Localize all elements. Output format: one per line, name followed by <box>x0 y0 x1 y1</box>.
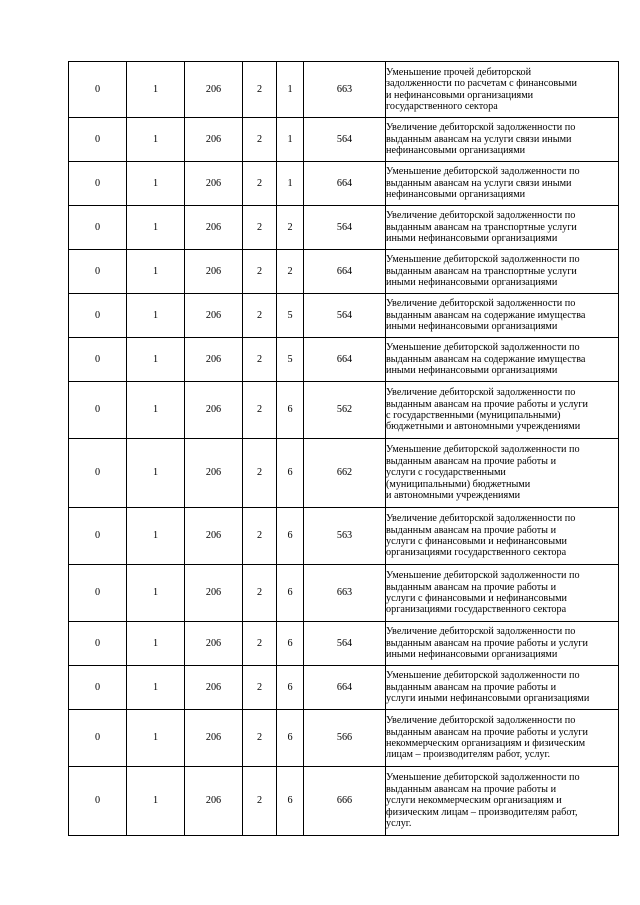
kbk-col-6-cell: 662 <box>304 439 386 508</box>
description-text: Уменьшение прочей дебиторской задолженности по расчетам с финансовыми и нефинансовыми организациями государственного сектора <box>386 66 577 112</box>
kbk-col-6-cell: 663 <box>304 62 386 118</box>
kbk-col-5-cell: 1 <box>277 62 304 118</box>
kbk-col-1-cell: 0 <box>69 118 127 162</box>
kbk-col-4-cell: 2 <box>243 382 277 439</box>
description-cell <box>386 382 619 439</box>
kbk-col-2-cell: 1 <box>127 622 185 666</box>
table-row <box>69 338 619 382</box>
kbk-col-2-cell: 1 <box>127 767 185 836</box>
kbk-col-5-cell: 6 <box>277 439 304 508</box>
kbk-col-4-cell: 2 <box>243 508 277 565</box>
description-cell <box>386 162 619 206</box>
description-text: Увеличение дебиторской задолженности по выданным авансам на прочие работы и услуги некоммерческим организациям и физическим лицам – производителям работ, услуг. <box>386 715 588 761</box>
kbk-col-6-cell: 563 <box>304 508 386 565</box>
kbk-col-3-cell: 206 <box>185 666 243 710</box>
description-cell <box>386 206 619 250</box>
kbk-col-5-cell: 6 <box>277 767 304 836</box>
kbk-col-5-cell: 6 <box>277 382 304 439</box>
kbk-col-6-cell: 564 <box>304 622 386 666</box>
kbk-col-5-cell: 6 <box>277 565 304 622</box>
kbk-col-1-cell: 0 <box>69 162 127 206</box>
description-text: Увеличение дебиторской задолженности по выданным авансам на прочие работы и услуги с финансовыми и нефинансовыми организациями государственного сектора <box>386 513 576 559</box>
kbk-col-6-cell: 664 <box>304 250 386 294</box>
kbk-col-3-cell: 206 <box>185 710 243 767</box>
description-text: Уменьшение дебиторской задолженности по выданным авансам на прочие работы и услуги некоммерческим организациям и физическим лицам – производителям работ, услуг. <box>386 772 580 830</box>
kbk-col-3-cell: 206 <box>185 294 243 338</box>
kbk-col-2-cell: 1 <box>127 382 185 439</box>
table-row <box>69 767 619 836</box>
kbk-col-1-cell: 0 <box>69 338 127 382</box>
table-row <box>69 508 619 565</box>
kbk-col-1-cell: 0 <box>69 382 127 439</box>
kbk-col-3-cell: 206 <box>185 62 243 118</box>
kbk-col-5-cell: 5 <box>277 338 304 382</box>
kbk-col-4-cell: 2 <box>243 439 277 508</box>
kbk-col-5-cell: 2 <box>277 206 304 250</box>
table-row <box>69 666 619 710</box>
kbk-col-3-cell: 206 <box>185 508 243 565</box>
kbk-col-5-cell: 2 <box>277 250 304 294</box>
kbk-col-2-cell: 1 <box>127 710 185 767</box>
table-row <box>69 62 619 118</box>
kbk-col-5-cell: 1 <box>277 162 304 206</box>
table-row <box>69 565 619 622</box>
kbk-col-1-cell: 0 <box>69 666 127 710</box>
kbk-col-6-cell: 664 <box>304 162 386 206</box>
description-cell <box>386 62 619 118</box>
kbk-col-1-cell: 0 <box>69 206 127 250</box>
kbk-col-4-cell: 2 <box>243 250 277 294</box>
kbk-col-5-cell: 6 <box>277 710 304 767</box>
kbk-col-4-cell: 2 <box>243 338 277 382</box>
description-cell <box>386 508 619 565</box>
table-body <box>69 62 619 836</box>
kbk-col-5-cell: 6 <box>277 508 304 565</box>
table-row <box>69 294 619 338</box>
kbk-col-5-cell: 6 <box>277 622 304 666</box>
kbk-col-1-cell: 0 <box>69 508 127 565</box>
description-text: Уменьшение дебиторской задолженности по выданным авансам на прочие работы и услуги с финансовыми и нефинансовыми организациями государственного сектора <box>386 570 580 616</box>
kbk-col-5-cell: 1 <box>277 118 304 162</box>
account-codes-table <box>68 61 619 836</box>
kbk-col-3-cell: 206 <box>185 250 243 294</box>
kbk-col-6-cell: 562 <box>304 382 386 439</box>
description-text: Увеличение дебиторской задолженности по выданным авансам на услуги связи иными нефинансовыми организациями <box>386 122 576 157</box>
kbk-col-2-cell: 1 <box>127 206 185 250</box>
kbk-col-4-cell: 2 <box>243 206 277 250</box>
kbk-col-1-cell: 0 <box>69 439 127 508</box>
kbk-col-6-cell: 664 <box>304 338 386 382</box>
kbk-col-5-cell: 5 <box>277 294 304 338</box>
kbk-col-2-cell: 1 <box>127 62 185 118</box>
kbk-col-2-cell: 1 <box>127 565 185 622</box>
kbk-col-4-cell: 2 <box>243 565 277 622</box>
kbk-col-1-cell: 0 <box>69 62 127 118</box>
table-row <box>69 382 619 439</box>
description-cell <box>386 118 619 162</box>
table-row <box>69 710 619 767</box>
kbk-col-6-cell: 664 <box>304 666 386 710</box>
description-cell <box>386 250 619 294</box>
description-text: Уменьшение дебиторской задолженности по выданным авансам на прочие работы и услуги с государственными (муниципальными) бюджетными и автономными учреждениями <box>386 444 580 502</box>
kbk-col-3-cell: 206 <box>185 162 243 206</box>
kbk-col-1-cell: 0 <box>69 622 127 666</box>
kbk-col-4-cell: 2 <box>243 666 277 710</box>
kbk-col-6-cell: 663 <box>304 565 386 622</box>
kbk-col-2-cell: 1 <box>127 666 185 710</box>
kbk-col-4-cell: 2 <box>243 622 277 666</box>
description-cell <box>386 294 619 338</box>
kbk-col-2-cell: 1 <box>127 508 185 565</box>
kbk-col-1-cell: 0 <box>69 294 127 338</box>
table-row <box>69 162 619 206</box>
kbk-col-6-cell: 564 <box>304 294 386 338</box>
kbk-col-3-cell: 206 <box>185 338 243 382</box>
kbk-col-4-cell: 2 <box>243 118 277 162</box>
table-row <box>69 439 619 508</box>
kbk-col-4-cell: 2 <box>243 767 277 836</box>
table-row <box>69 250 619 294</box>
description-text: Уменьшение дебиторской задолженности по выданным авансам на прочие работы и услуги иными нефинансовыми организациями <box>386 670 590 705</box>
kbk-col-6-cell: 666 <box>304 767 386 836</box>
description-cell <box>386 622 619 666</box>
kbk-col-3-cell: 206 <box>185 565 243 622</box>
kbk-col-4-cell: 2 <box>243 294 277 338</box>
description-cell <box>386 710 619 767</box>
kbk-col-2-cell: 1 <box>127 162 185 206</box>
kbk-col-1-cell: 0 <box>69 767 127 836</box>
kbk-col-4-cell: 2 <box>243 162 277 206</box>
description-cell <box>386 338 619 382</box>
kbk-col-1-cell: 0 <box>69 710 127 767</box>
kbk-col-4-cell: 2 <box>243 710 277 767</box>
kbk-col-1-cell: 0 <box>69 250 127 294</box>
kbk-col-2-cell: 1 <box>127 338 185 382</box>
description-cell <box>386 439 619 508</box>
kbk-col-6-cell: 564 <box>304 206 386 250</box>
kbk-col-3-cell: 206 <box>185 439 243 508</box>
description-text: Увеличение дебиторской задолженности по выданным авансам на транспортные услуги иными нефинансовыми организациями <box>386 210 577 245</box>
description-cell <box>386 767 619 836</box>
description-text: Увеличение дебиторской задолженности по выданным авансам на прочие работы и услуги иными нефинансовыми организациями <box>386 626 588 661</box>
description-cell <box>386 666 619 710</box>
description-text: Уменьшение дебиторской задолженности по выданным авансам на услуги связи иными нефинансовыми организациями <box>386 166 580 201</box>
kbk-col-3-cell: 206 <box>185 622 243 666</box>
description-text: Уменьшение дебиторской задолженности по выданным авансам на транспортные услуги иными нефинансовыми организациями <box>386 254 580 289</box>
kbk-col-2-cell: 1 <box>127 250 185 294</box>
kbk-col-3-cell: 206 <box>185 767 243 836</box>
description-text: Увеличение дебиторской задолженности по выданным авансам на прочие работы и услуги с государственными (муниципальными) бюджетными и автономными учреждениями <box>386 387 588 433</box>
description-text: Уменьшение дебиторской задолженности по выданным авансам на содержание имущества иными нефинансовыми организациями <box>386 342 586 377</box>
description-text: Увеличение дебиторской задолженности по выданным авансам на содержание имущества иными нефинансовыми организациями <box>386 298 586 333</box>
kbk-col-3-cell: 206 <box>185 118 243 162</box>
table-row <box>69 622 619 666</box>
kbk-col-6-cell: 564 <box>304 118 386 162</box>
kbk-col-2-cell: 1 <box>127 439 185 508</box>
kbk-col-2-cell: 1 <box>127 294 185 338</box>
table-row <box>69 118 619 162</box>
kbk-col-6-cell: 566 <box>304 710 386 767</box>
kbk-col-4-cell: 2 <box>243 62 277 118</box>
description-cell <box>386 565 619 622</box>
kbk-col-3-cell: 206 <box>185 206 243 250</box>
kbk-col-5-cell: 6 <box>277 666 304 710</box>
table-row <box>69 206 619 250</box>
kbk-col-2-cell: 1 <box>127 118 185 162</box>
kbk-col-3-cell: 206 <box>185 382 243 439</box>
kbk-col-1-cell: 0 <box>69 565 127 622</box>
